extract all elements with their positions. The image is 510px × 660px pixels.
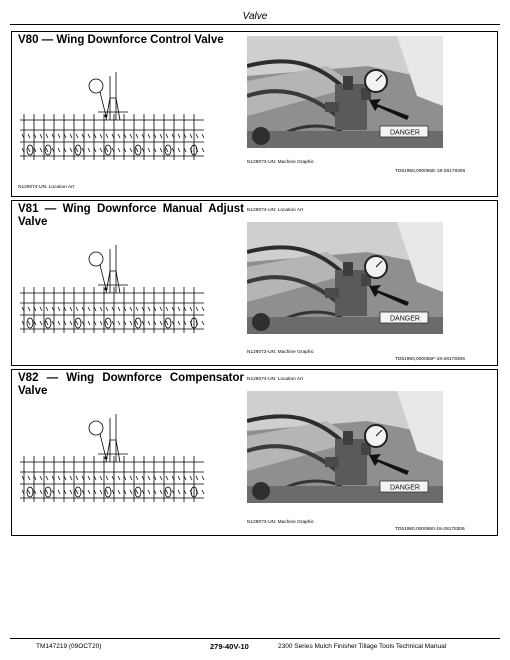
section-title: V82 — Wing Downforce Compensator Valve xyxy=(18,372,244,397)
location-art xyxy=(18,68,208,168)
location-art xyxy=(18,410,208,510)
machine-photo xyxy=(247,222,443,334)
machine-graphic-caption: N129073-UN: Machine Graphic xyxy=(247,160,314,165)
machine-photo xyxy=(247,391,443,503)
location-art xyxy=(18,241,208,341)
location-art-caption: N129074-UN: Location Art xyxy=(247,208,303,213)
svg-text:DANGER: DANGER xyxy=(390,129,420,137)
page-number: 279-40V-10 xyxy=(210,642,249,651)
section-title: V80 — Wing Downforce Control Valve xyxy=(18,34,224,46)
machine-graphic-caption: N129073-UN: Machine Graphic xyxy=(247,520,314,525)
machine-graphic-caption: N129073-UN: Machine Graphic xyxy=(247,350,314,355)
svg-text:DANGER: DANGER xyxy=(390,484,420,492)
valve-section-v80 xyxy=(11,31,498,197)
machine-photo xyxy=(247,36,443,148)
manual-title: 2300 Series Mulch Finisher Tillage Tools Technical Manual xyxy=(278,643,447,650)
document-id: TM147219 (09OCT20) xyxy=(36,643,102,650)
reference-number: TD51960,000055F-19-28178306 xyxy=(395,357,465,362)
valve-section-v82 xyxy=(11,369,498,536)
svg-text:DANGER: DANGER xyxy=(390,315,420,323)
valve-section-v81 xyxy=(11,200,498,366)
section-title: V81 — Wing Downforce Manual Adjust Valve xyxy=(18,203,244,228)
reference-number: TD51960,000055E-19-28178306 xyxy=(395,169,466,174)
footer-rule xyxy=(10,638,500,639)
location-art-caption: N129074-UN: Location Art xyxy=(247,377,303,382)
location-art-caption: N129074-UN: Location Art xyxy=(18,185,74,190)
header-rule xyxy=(10,24,500,25)
page-header-title: Valve xyxy=(242,11,268,22)
reference-number: TD51960,0000560-19-28178306 xyxy=(395,527,465,532)
